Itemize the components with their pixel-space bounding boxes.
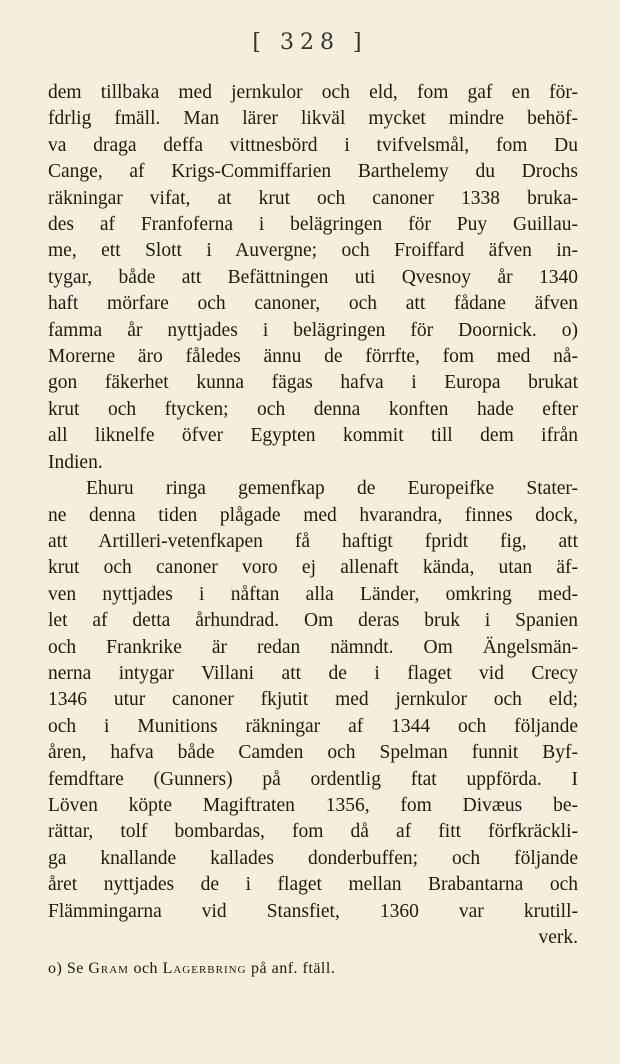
footnote <box>48 960 578 978</box>
text-line: gon fäkerhet kunna fägas hafva i Europa brukat <box>48 372 578 394</box>
text-line: femdftare (Gunners) på ordentlig ftat uppförda. I <box>48 768 578 790</box>
text-line: va draga deffa vittnesbörd i tvifvelsmål, fom Du <box>48 134 578 156</box>
paragraph-1 <box>48 80 578 476</box>
text-line: Morerne äro fåledes ännu de förrfte, fom med nå- <box>48 346 578 368</box>
text-line: rättar, tolf bombardas, fom då af fitt förfkräckli- <box>48 821 578 843</box>
footnote-marker: o) <box>48 960 63 977</box>
text-line: tygar, både att Befättningen uti Qvesnoy år 1340 <box>48 266 578 288</box>
text-line: ga knallande kallades donderbuffen; och följande <box>48 847 578 869</box>
text-line: Indien. <box>48 451 103 473</box>
text-line: famma år nyttjades i belägringen för Doornick. o) <box>48 319 578 341</box>
text-line: let af detta århundrad. Om deras bruk i Spanien <box>48 610 578 632</box>
text-line: nerna intygar Villani att de i flaget vid Crecy <box>48 662 578 684</box>
footnote-text-pre: Se <box>66 960 84 977</box>
text-line: Ehuru ringa gemenfkap de Europeifke Stater- <box>86 478 578 500</box>
paragraph-2 <box>48 476 578 951</box>
text-line: och i Munitions räkningar af 1344 och följande <box>48 715 578 737</box>
text-line: me, ett Slott i Auvergne; och Froiffard äfven in- <box>48 240 578 262</box>
body-text <box>48 80 578 951</box>
text-line: dem tillbaka med jernkulor och eld, fom gaf en för- <box>48 82 578 103</box>
text-line: Flämmingarna vid Stansfiet, 1360 var krutill- <box>48 900 578 922</box>
text-line: verk. <box>538 927 578 948</box>
text-line: Cange, af Krigs-Commiffarien Barthelemy du Drochs <box>48 161 578 183</box>
footnote-author-1: Gram <box>88 960 129 977</box>
text-line: att Artilleri-vetenfkapen få haftigt fpridt fig, att <box>48 530 578 552</box>
text-line: åren, hafva både Camden och Spelman funnit Byf- <box>48 742 578 764</box>
footnote-author-2: Lagerbring <box>162 960 247 977</box>
text-line: räkningar vifat, at krut och canoner 1338 bruka- <box>48 187 578 209</box>
text-line: krut och ftycken; och denna konften hade efter <box>48 398 578 420</box>
text-line: des af Franfoferna i belägringen för Puy Guillau- <box>48 214 578 236</box>
text-line: ven nyttjades i nåftan alla Länder, omkring med- <box>48 583 578 605</box>
text-line: fdrlig fmäll. Man lärer likväl mycket mindre behöf- <box>48 108 578 130</box>
text-line: Löven köpte Magiftraten 1356, fom Divæus be- <box>48 794 578 816</box>
footnote-mid: och <box>133 960 159 977</box>
text-line: all liknelfe öfver Egypten kommit till dem ifrån <box>48 425 578 447</box>
footnote-text-post: på anf. ftäll. <box>251 960 336 977</box>
text-line: haft mörfare och canoner, och att fådane äfven <box>48 293 578 315</box>
text-line: året nyttjades de i flaget mellan Brabantarna och <box>48 874 578 896</box>
text-line: krut och canoner voro ej allenaft kända, utan äf- <box>48 557 578 579</box>
text-line: och Frankrike är redan nämndt. Om Ängelsmän- <box>48 636 578 658</box>
page-number: [ 328 ] <box>252 30 368 55</box>
text-line: 1346 utur canoner fkjutit med jernkulor och eld; <box>48 689 578 711</box>
text-line: ne denna tiden plågade med hvarandra, finnes dock, <box>48 504 578 526</box>
